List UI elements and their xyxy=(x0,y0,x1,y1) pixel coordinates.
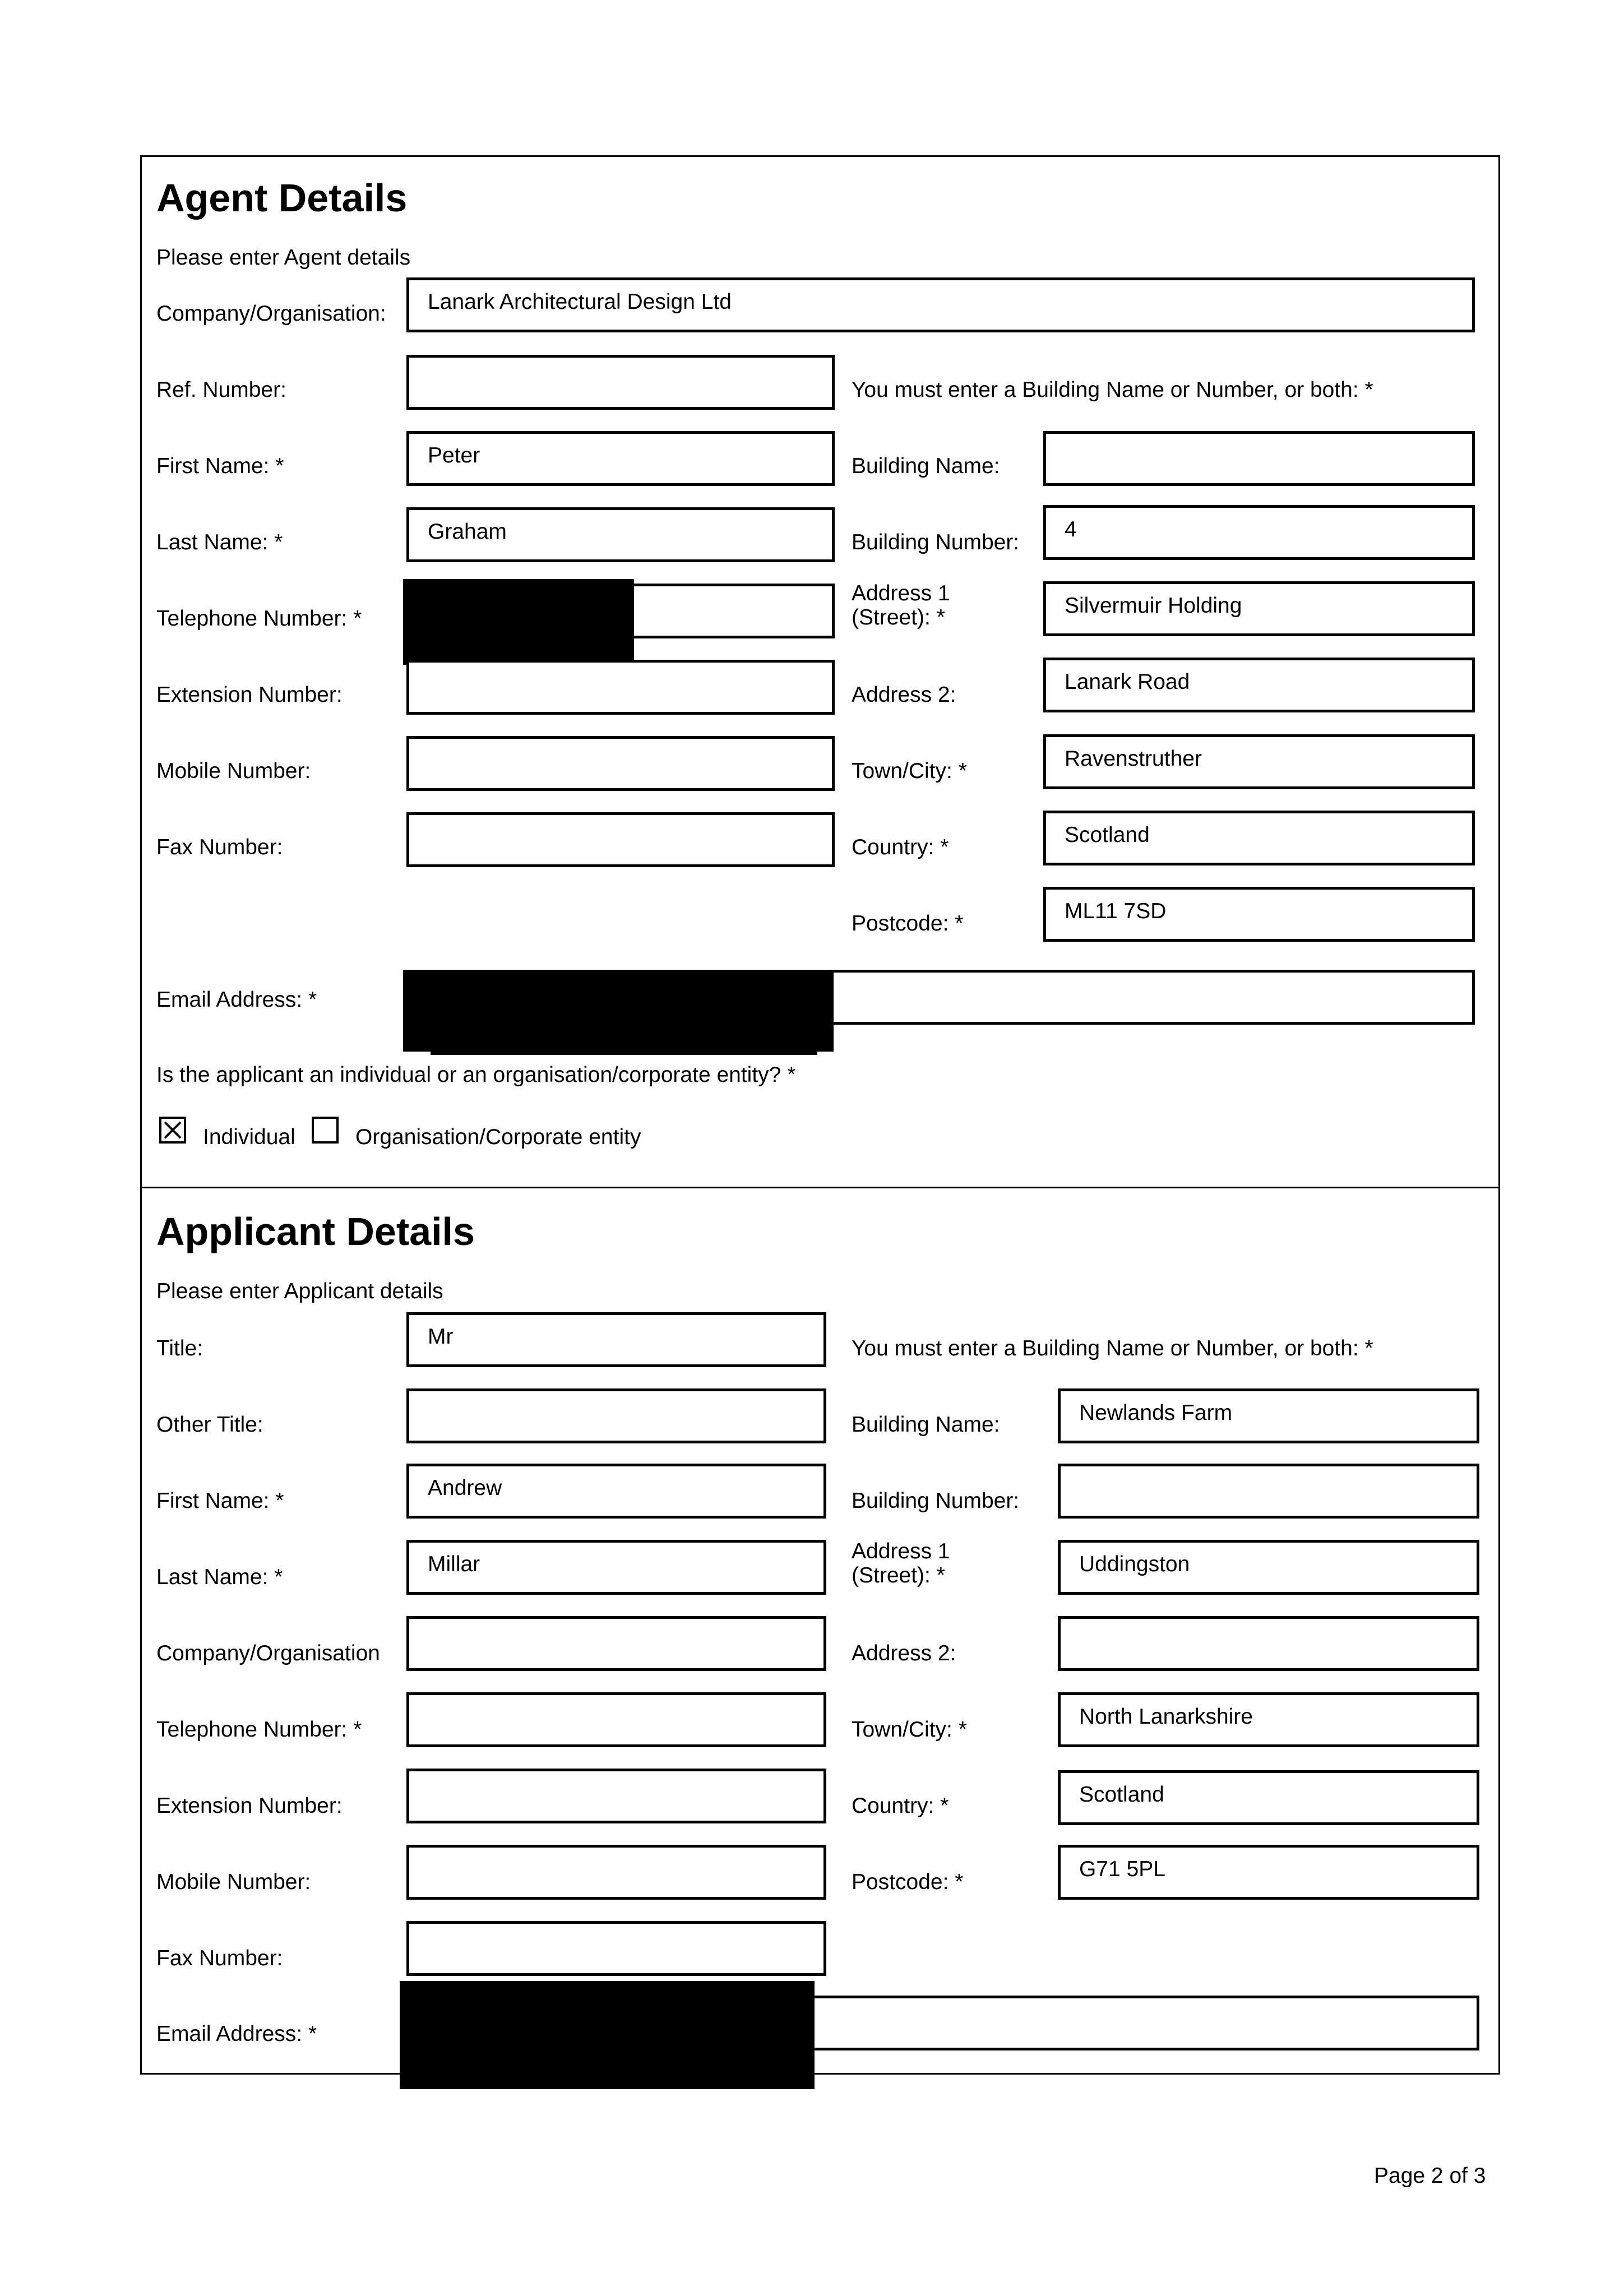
applicant-mobile-label: Mobile Number: xyxy=(156,1870,311,1894)
applicant-telephone-field[interactable] xyxy=(406,1692,826,1747)
applicant-other-title-label: Other Title: xyxy=(156,1413,263,1437)
applicant-fax-field[interactable] xyxy=(406,1921,826,1976)
agent-last-name-value: Graham xyxy=(428,520,507,544)
organisation-checkbox[interactable] xyxy=(312,1117,339,1144)
applicant-title-field[interactable] xyxy=(406,1312,826,1367)
agent-first-name-field[interactable] xyxy=(406,431,835,486)
applicant-title-label: Title: xyxy=(156,1336,203,1360)
applicant-extension-label: Extension Number: xyxy=(156,1794,343,1818)
agent-telephone-label: Telephone Number: * xyxy=(156,607,362,631)
applicant-address1-label-line2: (Street): * xyxy=(852,1563,945,1587)
applicant-postcode-field[interactable] xyxy=(1058,1845,1479,1900)
applicant-country-field[interactable] xyxy=(1058,1770,1479,1825)
agent-telephone-redaction xyxy=(403,579,634,665)
agent-address2-label: Address 2: xyxy=(852,683,956,707)
checkbox-cross-icon xyxy=(161,1119,184,1141)
agent-town-value: Ravenstruther xyxy=(1065,747,1202,771)
agent-town-label: Town/City: * xyxy=(852,759,967,783)
agent-postcode-value: ML11 7SD xyxy=(1065,899,1167,923)
agent-extension-label: Extension Number: xyxy=(156,683,343,707)
agent-building-hint: You must enter a Building Name or Number, or both: * xyxy=(852,378,1373,402)
agent-postcode-label: Postcode: * xyxy=(852,911,964,936)
agent-address2-value: Lanark Road xyxy=(1065,670,1190,694)
applicant-extension-field[interactable] xyxy=(406,1769,826,1823)
agent-first-name-label: First Name: * xyxy=(156,454,284,478)
agent-building-number-value: 4 xyxy=(1065,517,1077,541)
agent-town-field[interactable] xyxy=(1043,734,1475,789)
applicant-country-value: Scotland xyxy=(1079,1783,1164,1807)
applicant-intro-text: Please enter Applicant details xyxy=(156,1279,443,1303)
agent-building-number-label: Building Number: xyxy=(852,530,1020,554)
applicant-fax-label: Fax Number: xyxy=(156,1946,283,1970)
agent-first-name-value: Peter xyxy=(428,443,480,467)
applicant-mobile-field[interactable] xyxy=(406,1845,826,1900)
applicant-building-name-label: Building Name: xyxy=(852,1413,1000,1437)
agent-mobile-field[interactable] xyxy=(406,736,835,791)
agent-building-name-label: Building Name: xyxy=(852,454,1000,478)
agent-ref-label: Ref. Number: xyxy=(156,378,286,402)
agent-fax-label: Fax Number: xyxy=(156,835,283,859)
agent-company-label: Company/Organisation: xyxy=(156,302,386,326)
applicant-building-name-field[interactable] xyxy=(1058,1388,1479,1443)
applicant-postcode-value: G71 5PL xyxy=(1079,1857,1165,1881)
applicant-last-name-label: Last Name: * xyxy=(156,1565,283,1589)
applicant-email-label: Email Address: * xyxy=(156,2022,317,2046)
applicant-building-name-value: Newlands Farm xyxy=(1079,1401,1233,1425)
applicant-company-field[interactable] xyxy=(406,1616,826,1671)
agent-mobile-label: Mobile Number: xyxy=(156,759,311,783)
agent-last-name-field[interactable] xyxy=(406,507,835,562)
agent-address1-label-line2: (Street): * xyxy=(852,605,945,629)
individual-option-label: Individual xyxy=(203,1125,295,1149)
applicant-email-redaction xyxy=(400,1981,815,2089)
applicant-telephone-label: Telephone Number: * xyxy=(156,1718,362,1742)
agent-postcode-field[interactable] xyxy=(1043,887,1475,942)
applicant-postcode-label: Postcode: * xyxy=(852,1870,964,1894)
agent-building-number-field[interactable] xyxy=(1043,505,1475,560)
applicant-address1-label-line1: Address 1 xyxy=(852,1539,950,1563)
applicant-title-value: Mr xyxy=(428,1325,454,1349)
applicant-type-question: Is the applicant an individual or an organisation/corporate entity? * xyxy=(156,1063,796,1087)
agent-email-redaction xyxy=(403,970,834,1052)
applicant-building-number-label: Building Number: xyxy=(852,1489,1020,1513)
agent-country-value: Scotland xyxy=(1065,823,1150,847)
applicant-building-number-field[interactable] xyxy=(1058,1464,1479,1519)
agent-fax-field[interactable] xyxy=(406,812,835,867)
applicant-country-label: Country: * xyxy=(852,1794,949,1818)
applicant-address1-value: Uddingston xyxy=(1079,1552,1190,1576)
applicant-first-name-field[interactable] xyxy=(406,1464,826,1519)
agent-address1-field[interactable] xyxy=(1043,581,1475,636)
agent-country-field[interactable] xyxy=(1043,811,1475,865)
applicant-town-value: North Lanarkshire xyxy=(1079,1705,1253,1729)
applicant-address2-label: Address 2: xyxy=(852,1641,956,1665)
agent-address1-label-line1: Address 1 xyxy=(852,581,950,605)
agent-address1-value: Silvermuir Holding xyxy=(1065,594,1242,618)
agent-email-redaction-tail xyxy=(431,1043,817,1055)
applicant-last-name-field[interactable] xyxy=(406,1540,826,1595)
agent-email-label: Email Address: * xyxy=(156,988,317,1012)
applicant-first-name-value: Andrew xyxy=(428,1476,502,1500)
applicant-address1-field[interactable] xyxy=(1058,1540,1479,1595)
organisation-option-label: Organisation/Corporate entity xyxy=(355,1125,641,1149)
agent-intro-text: Please enter Agent details xyxy=(156,246,411,270)
individual-checkbox[interactable] xyxy=(159,1117,186,1144)
agent-ref-field[interactable] xyxy=(406,355,835,410)
applicant-address2-field[interactable] xyxy=(1058,1616,1479,1671)
agent-last-name-label: Last Name: * xyxy=(156,530,283,554)
agent-company-field[interactable] xyxy=(406,277,1475,332)
applicant-town-field[interactable] xyxy=(1058,1692,1479,1747)
page-number: Page 2 of 3 xyxy=(1374,2164,1486,2188)
applicant-building-hint: You must enter a Building Name or Number, or both: * xyxy=(852,1336,1373,1360)
agent-extension-field[interactable] xyxy=(406,660,835,715)
applicant-first-name-label: First Name: * xyxy=(156,1489,284,1513)
agent-details-heading: Agent Details xyxy=(156,176,408,220)
agent-country-label: Country: * xyxy=(852,835,949,859)
agent-building-name-field[interactable] xyxy=(1043,431,1475,486)
applicant-details-heading: Applicant Details xyxy=(156,1210,475,1253)
agent-company-value: Lanark Architectural Design Ltd xyxy=(428,290,732,314)
applicant-last-name-value: Millar xyxy=(428,1552,480,1576)
agent-address2-field[interactable] xyxy=(1043,658,1475,712)
applicant-company-label: Company/Organisation xyxy=(156,1641,380,1665)
applicant-town-label: Town/City: * xyxy=(852,1718,967,1742)
applicant-other-title-field[interactable] xyxy=(406,1388,826,1443)
